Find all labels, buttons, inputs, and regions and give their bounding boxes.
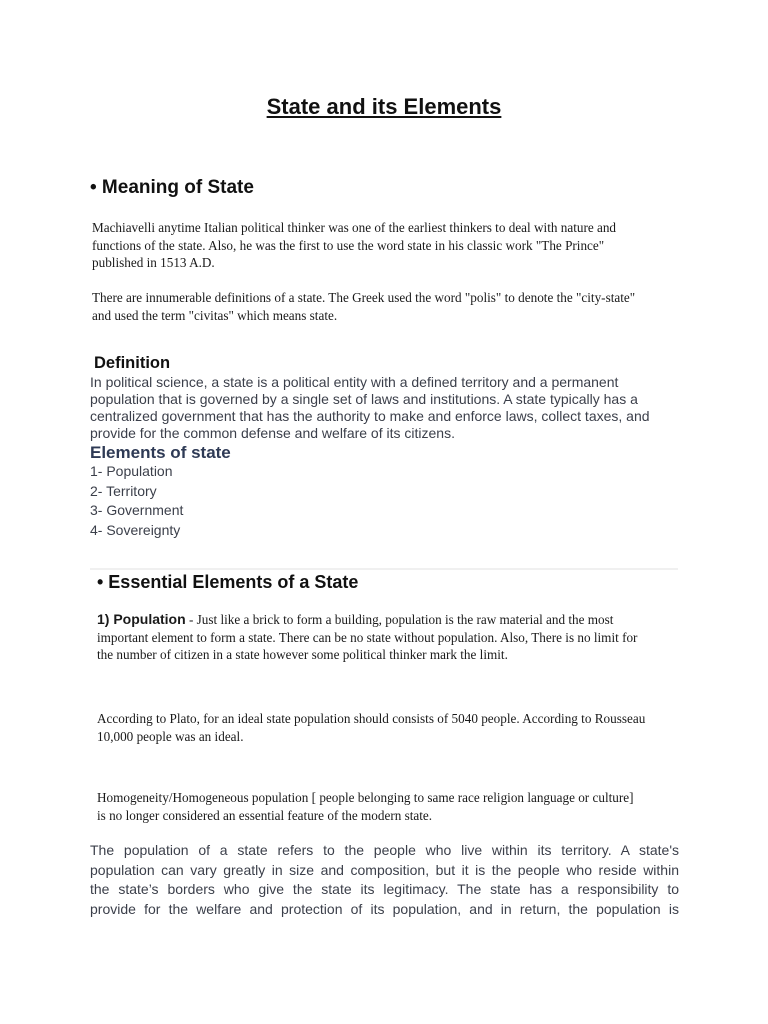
population-line-1: [97, 611, 682, 629]
population-paragraph: [97, 611, 682, 664]
population-text-line-3: the state’s borders who give the state its legitimacy. The state has a responsibility to: [90, 881, 679, 897]
page-title: State and its Elements: [266, 94, 502, 119]
meaning-heading: • Meaning of State: [90, 177, 254, 198]
meaning-paragraph-1: [92, 219, 682, 272]
definition-heading: Definition: [94, 354, 171, 372]
definition-paragraph: [90, 374, 680, 442]
population-line-3: the number of citizen in a state however some political thinker mark the limit.: [97, 647, 508, 662]
plato-paragraph: [97, 710, 682, 745]
definition-line-2: population that is governed by a single set of laws and institutions. A state typically has a: [90, 391, 638, 407]
population-label: 1) Population: [97, 611, 186, 627]
list-item: 3- Government: [90, 502, 184, 519]
list-item: 1- Population: [90, 463, 173, 479]
homogeneity-paragraph: [97, 789, 682, 824]
meaning-line-5: and used the term "civitas" which means state.: [92, 307, 338, 323]
plato-line-2: 10,000 people was an ideal.: [97, 728, 244, 744]
homogeneity-line-2: is no longer considered an essential feature of the modern state.: [97, 807, 433, 823]
elements-list: [90, 462, 183, 541]
definition-line-1: In political science, a state is a political entity with a defined territory and a permanent: [90, 374, 619, 390]
population-text-line-1: The population of a state refers to the people who live within its territory. A state's: [90, 842, 679, 858]
meaning-paragraph-2: [92, 289, 682, 324]
definition-line-4: provide for the common defense and welfare of its citizens.: [90, 425, 455, 441]
population-description: [90, 841, 679, 919]
population-text-line-4: provide for the welfare and protection of its population, and in return, the population is: [90, 900, 679, 917]
meaning-line-1: Machiavelli anytime Italian political thinker was one of the earliest thinkers to deal with nature and: [92, 220, 617, 235]
population-text-line-2: population can vary greatly in size and composition, but it is the people who reside within: [90, 861, 679, 878]
meaning-line-4: There are innumerable definitions of a state. The Greek used the word "polis" to denote the "city-state": [92, 290, 636, 305]
list-item: 2- Territory: [90, 482, 157, 499]
meaning-line-2: functions of the state. Also, he was the first to use the word state in his classic work "The Prince": [92, 237, 605, 253]
elements-heading: Elements of state: [90, 443, 231, 462]
homogeneity-line-1: Homogeneity/Homogeneous population [ people belonging to same race religion language or culture]: [97, 790, 634, 805]
section-divider: [90, 568, 678, 570]
population-line-1-text: - Just like a brick to form a building, population is the raw material and the most: [185, 612, 614, 627]
meaning-line-3: published in 1513 A.D.: [92, 255, 215, 270]
list-item: 4- Sovereignty: [90, 522, 181, 539]
plato-line-1: According to Plato, for an ideal state population should consists of 5040 people. According to Rousseau: [97, 711, 646, 726]
essential-heading: • Essential Elements of a State: [97, 572, 359, 592]
population-line-2: important element to form a state. There can be no state without population. Also, There is no limit for: [97, 629, 638, 645]
definition-line-3: centralized government that has the authority to make and enforce laws, collect taxes, and: [90, 408, 650, 424]
